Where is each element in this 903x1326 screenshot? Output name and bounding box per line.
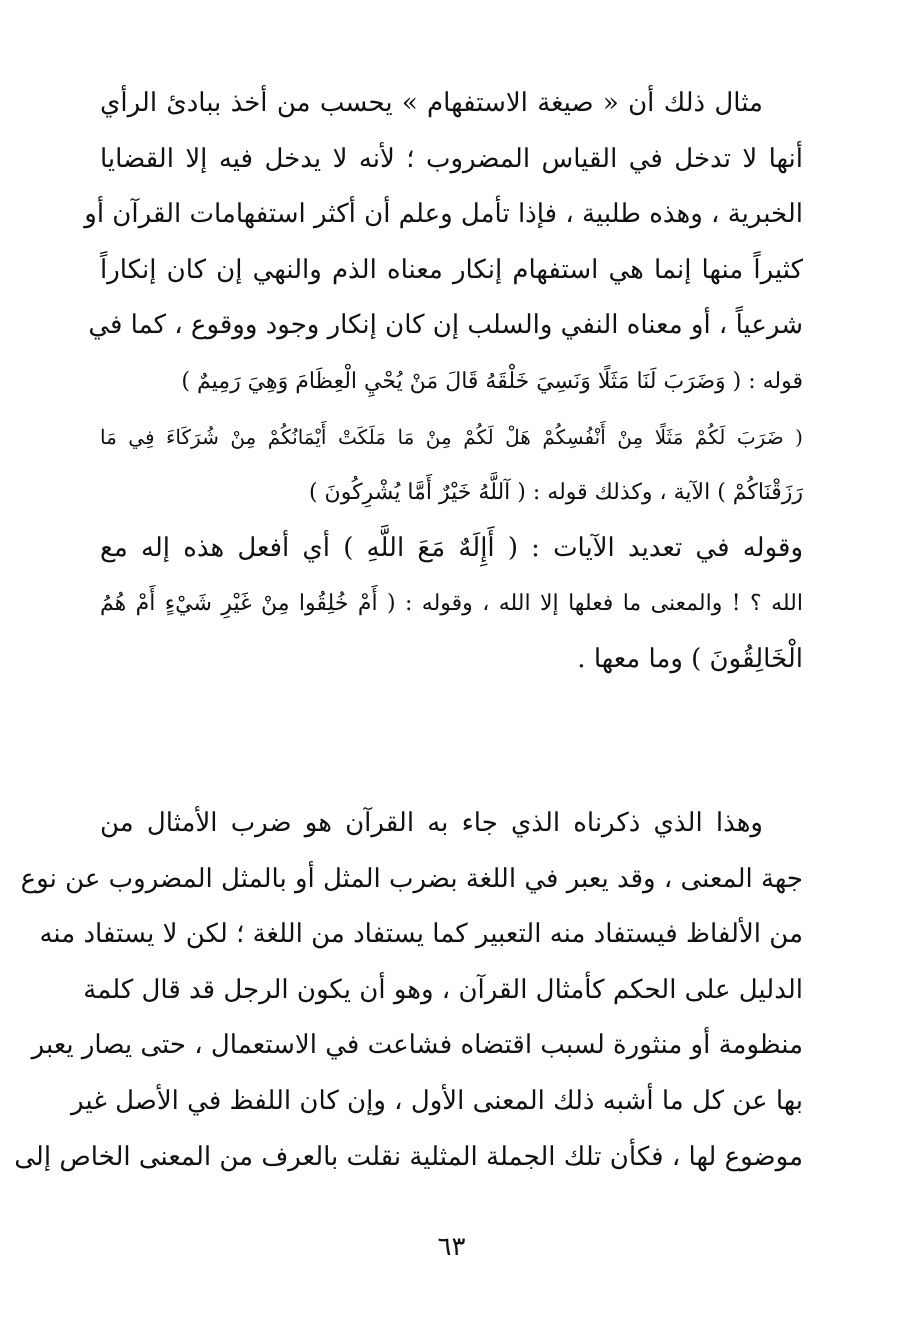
verse-line: الله ؟ ! والمعنى ما فعلها إلا الله ، وقوله : ( أَمْ خُلِقُوا مِنْ غَيْرِ شَيْءٍ أَمْ هُمُ xyxy=(100,591,803,617)
text-line: بها عن كل ما أشبه ذلك المعنى الأول ، وإن كان اللفظ في الأصل غير xyxy=(71,1085,803,1116)
page-number: ٦٣ xyxy=(437,1232,466,1262)
text-line: وقوله في تعديد الآيات : ( أَإِلَهٌ مَعَ اللَّهِ ) أي أفعل هذه إله مع xyxy=(100,532,803,563)
text-line: وهذا الذي ذكرناه الذي جاء به القرآن هو ضرب الأمثال من xyxy=(100,808,763,838)
text-line: جهة المعنى ، وقد يعبر في اللغة بضرب المثل أو بالمثل المضروب عن نوع xyxy=(20,863,803,894)
text-line: كثيراً منها إنما هي استفهام إنكار معناه الذم والنهي إن كان إنكاراً xyxy=(100,254,803,285)
verse-line: قوله : ( وَضَرَبَ لَنَا مَثَلًا وَنَسِيَ خَلْقَهُ قَالَ مَنْ يُحْيِ الْعِظَامَ وَهِيَ رَمِيمٌ ) xyxy=(181,368,803,394)
text-line: الْخَالِقُونَ ) وما معها . xyxy=(577,643,803,674)
text-line: الدليل على الحكم كأمثال القرآن ، وهو أن يكون الرجل قد قال كلمة xyxy=(83,974,803,1005)
text-line: موضوع لها ، فكأن تلك الجملة المثلية نقلت بالعرف من المعنى الخاص إلى xyxy=(14,1141,803,1172)
verse-line: ( ضَرَبَ لَكُمْ مَثَلًا مِنْ أَنْفُسِكُمْ هَلْ لَكُمْ مِنْ مَا مَلَكَتْ أَيْمَانُكُمْ مِنْ شُرَكَاءَ فِي مَا xyxy=(100,424,803,449)
verse-line: رَزَقْنَاكُمْ ) الآية ، وكذلك قوله : ( آللَّهُ خَيْرٌ أَمَّا يُشْرِكُونَ ) xyxy=(308,480,803,506)
text-line: منظومة أو منثورة لسبب اقتضاه فشاعت في الاستعمال ، حتى يصار يعبر xyxy=(31,1030,803,1061)
text-line: الخبرية ، وهذه طلبية ، فإذا تأمل وعلم أن أكثر استفهامات القرآن أو xyxy=(84,199,803,230)
paragraph-2 xyxy=(14,796,803,1185)
text-line: مثال ذلك أن « صيغة الاستفهام » يحسب من أخذ ببادئ الرأي xyxy=(100,88,763,118)
paragraph-1 xyxy=(84,76,803,688)
text-line: من الألفاظ فيستفاد منه التعبير كما يستفاد من اللغة ؛ لكن لا يستفاد منه xyxy=(39,919,803,950)
text-line: أنها لا تدخل في القياس المضروب ؛ لأنه لا يدخل فيه إلا القضايا xyxy=(100,143,803,174)
text-line: شرعياً ، أو معناه النفي والسلب إن كان إنكار وجود ووقوع ، كما في xyxy=(88,310,803,341)
